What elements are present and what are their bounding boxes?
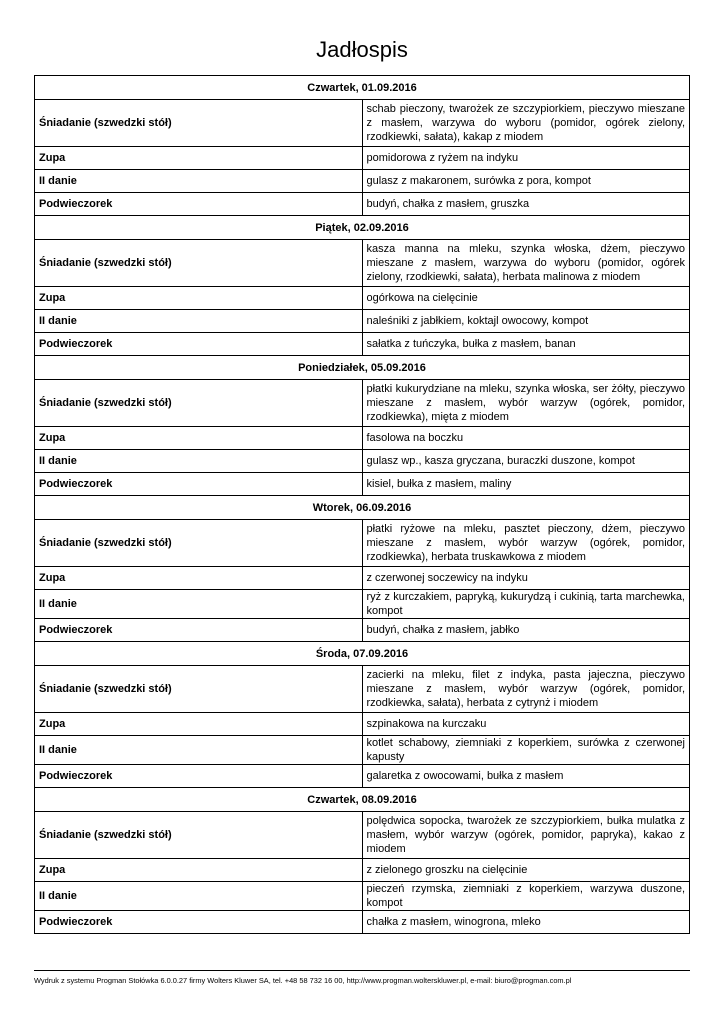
breakfast-label: Śniadanie (szwedzki stół) xyxy=(35,666,363,713)
soup-dishes: fasolowa na boczku xyxy=(362,427,690,450)
soup-label: Zupa xyxy=(35,427,363,450)
snack-dishes: chałka z masłem, winogrona, mleko xyxy=(362,911,690,934)
day-header-row xyxy=(35,788,690,812)
soup-label: Zupa xyxy=(35,567,363,590)
main-course-row xyxy=(35,590,690,619)
snack-row xyxy=(35,333,690,356)
snack-row xyxy=(35,765,690,788)
soup-row xyxy=(35,287,690,310)
day-header: Czwartek, 08.09.2016 xyxy=(35,788,690,812)
menu-table-body xyxy=(35,76,690,934)
breakfast-label: Śniadanie (szwedzki stół) xyxy=(35,380,363,427)
soup-dishes: szpinakowa na kurczaku xyxy=(362,713,690,736)
breakfast-row xyxy=(35,100,690,147)
breakfast-row xyxy=(35,812,690,859)
snack-dishes: kisiel, bułka z masłem, maliny xyxy=(362,473,690,496)
snack-label: Podwieczorek xyxy=(35,473,363,496)
breakfast-label: Śniadanie (szwedzki stół) xyxy=(35,100,363,147)
soup-row xyxy=(35,567,690,590)
soup-label: Zupa xyxy=(35,713,363,736)
day-header-row xyxy=(35,642,690,666)
main-course-label: II danie xyxy=(35,310,363,333)
main-course-row xyxy=(35,450,690,473)
day-header-row xyxy=(35,356,690,380)
main-course-row xyxy=(35,170,690,193)
main-course-dishes: ryż z kurczakiem, papryką, kukurydzą i cukinią, tarta marchewka, kompot xyxy=(362,590,690,619)
main-course-dishes: kotlet schabowy, ziemniaki z koperkiem, surówka z czerwonej kapusty xyxy=(362,736,690,765)
soup-label: Zupa xyxy=(35,859,363,882)
soup-label: Zupa xyxy=(35,147,363,170)
footer-divider xyxy=(34,970,690,971)
main-course-row xyxy=(35,882,690,911)
soup-label: Zupa xyxy=(35,287,363,310)
soup-dishes: pomidorowa z ryżem na indyku xyxy=(362,147,690,170)
breakfast-label: Śniadanie (szwedzki stół) xyxy=(35,240,363,287)
soup-row xyxy=(35,859,690,882)
soup-row xyxy=(35,147,690,170)
snack-dishes: sałatka z tuńczyka, bułka z masłem, banan xyxy=(362,333,690,356)
breakfast-dishes: kasza manna na mleku, szynka włoska, dżem, pieczywo mieszane z masłem, warzywa do wyboru (pomidor, ogórek zielony, rzodkiewki, sałata), herbata malinowa z miodem xyxy=(362,240,690,287)
footer-text: Wydruk z systemu Progman Stołówka 6.0.0.27 firmy Wolters Kluwer SA, tel. +48 58 732 16 00, http://www.progman.wolterskluwer.pl, e-mail: biuro@progman.com.pl xyxy=(34,976,572,985)
soup-dishes: z czerwonej soczewicy na indyku xyxy=(362,567,690,590)
soup-row xyxy=(35,427,690,450)
breakfast-row xyxy=(35,520,690,567)
main-course-row xyxy=(35,736,690,765)
soup-dishes: ogórkowa na cielęcinie xyxy=(362,287,690,310)
snack-label: Podwieczorek xyxy=(35,765,363,788)
soup-dishes: z zielonego groszku na cielęcinie xyxy=(362,859,690,882)
breakfast-row xyxy=(35,240,690,287)
breakfast-dishes: płatki kukurydziane na mleku, szynka włoska, ser żółty, pieczywo mieszane z masłem, wybór warzyw (ogórek, pomidor, rzodkiewka), mięta z miodem xyxy=(362,380,690,427)
breakfast-dishes: zacierki na mleku, filet z indyka, pasta jajeczna, pieczywo mieszane z masłem, wybór warzyw (ogórek, pomidor, rzodkiewka, sałata), herbata z cytrynż i miodem xyxy=(362,666,690,713)
breakfast-dishes: polędwica sopocka, twarożek ze szczypiorkiem, bułka mulatka z masłem, wybór warzyw (ogórek, pomidor, papryka), kakao z miodem xyxy=(362,812,690,859)
soup-row xyxy=(35,713,690,736)
day-header-row xyxy=(35,496,690,520)
main-course-row xyxy=(35,310,690,333)
main-course-dishes: naleśniki z jabłkiem, koktajl owocowy, kompot xyxy=(362,310,690,333)
main-course-label: II danie xyxy=(35,882,363,911)
menu-table xyxy=(34,75,690,934)
main-course-label: II danie xyxy=(35,170,363,193)
main-course-dishes: gulasz wp., kasza gryczana, buraczki duszone, kompot xyxy=(362,450,690,473)
snack-label: Podwieczorek xyxy=(35,193,363,216)
day-header: Środa, 07.09.2016 xyxy=(35,642,690,666)
snack-label: Podwieczorek xyxy=(35,333,363,356)
main-course-label: II danie xyxy=(35,736,363,765)
main-course-dishes: pieczeń rzymska, ziemniaki z koperkiem, warzywa duszone, kompot xyxy=(362,882,690,911)
page-title: Jadłospis xyxy=(316,37,408,62)
breakfast-label: Śniadanie (szwedzki stół) xyxy=(35,520,363,567)
day-header: Piątek, 02.09.2016 xyxy=(35,216,690,240)
day-header-row xyxy=(35,216,690,240)
snack-row xyxy=(35,911,690,934)
snack-dishes: galaretka z owocowami, bułka z masłem xyxy=(362,765,690,788)
snack-label: Podwieczorek xyxy=(35,619,363,642)
breakfast-row xyxy=(35,380,690,427)
snack-dishes: budyń, chałka z masłem, gruszka xyxy=(362,193,690,216)
breakfast-label: Śniadanie (szwedzki stół) xyxy=(35,812,363,859)
breakfast-dishes: płatki ryżowe na mleku, pasztet pieczony, dżem, pieczywo mieszane z masłem, wybór warzyw (ogórek, pomidor, rzodkiewka), herbata truskawkowa z miodem xyxy=(362,520,690,567)
breakfast-dishes: schab pieczony, twarożek ze szczypiorkiem, pieczywo mieszane z masłem, warzywa do wyboru (pomidor, ogórek zielony, rzodkiewki, sałata), kakap z miodem xyxy=(362,100,690,147)
day-header: Czwartek, 01.09.2016 xyxy=(35,76,690,100)
snack-label: Podwieczorek xyxy=(35,911,363,934)
main-course-label: II danie xyxy=(35,590,363,619)
snack-dishes: budyń, chałka z masłem, jabłko xyxy=(362,619,690,642)
day-header-row xyxy=(35,76,690,100)
main-course-dishes: gulasz z makaronem, surówka z pora, kompot xyxy=(362,170,690,193)
snack-row xyxy=(35,473,690,496)
snack-row xyxy=(35,193,690,216)
day-header: Wtorek, 06.09.2016 xyxy=(35,496,690,520)
day-header: Poniedziałek, 05.09.2016 xyxy=(35,356,690,380)
snack-row xyxy=(35,619,690,642)
breakfast-row xyxy=(35,666,690,713)
main-course-label: II danie xyxy=(35,450,363,473)
